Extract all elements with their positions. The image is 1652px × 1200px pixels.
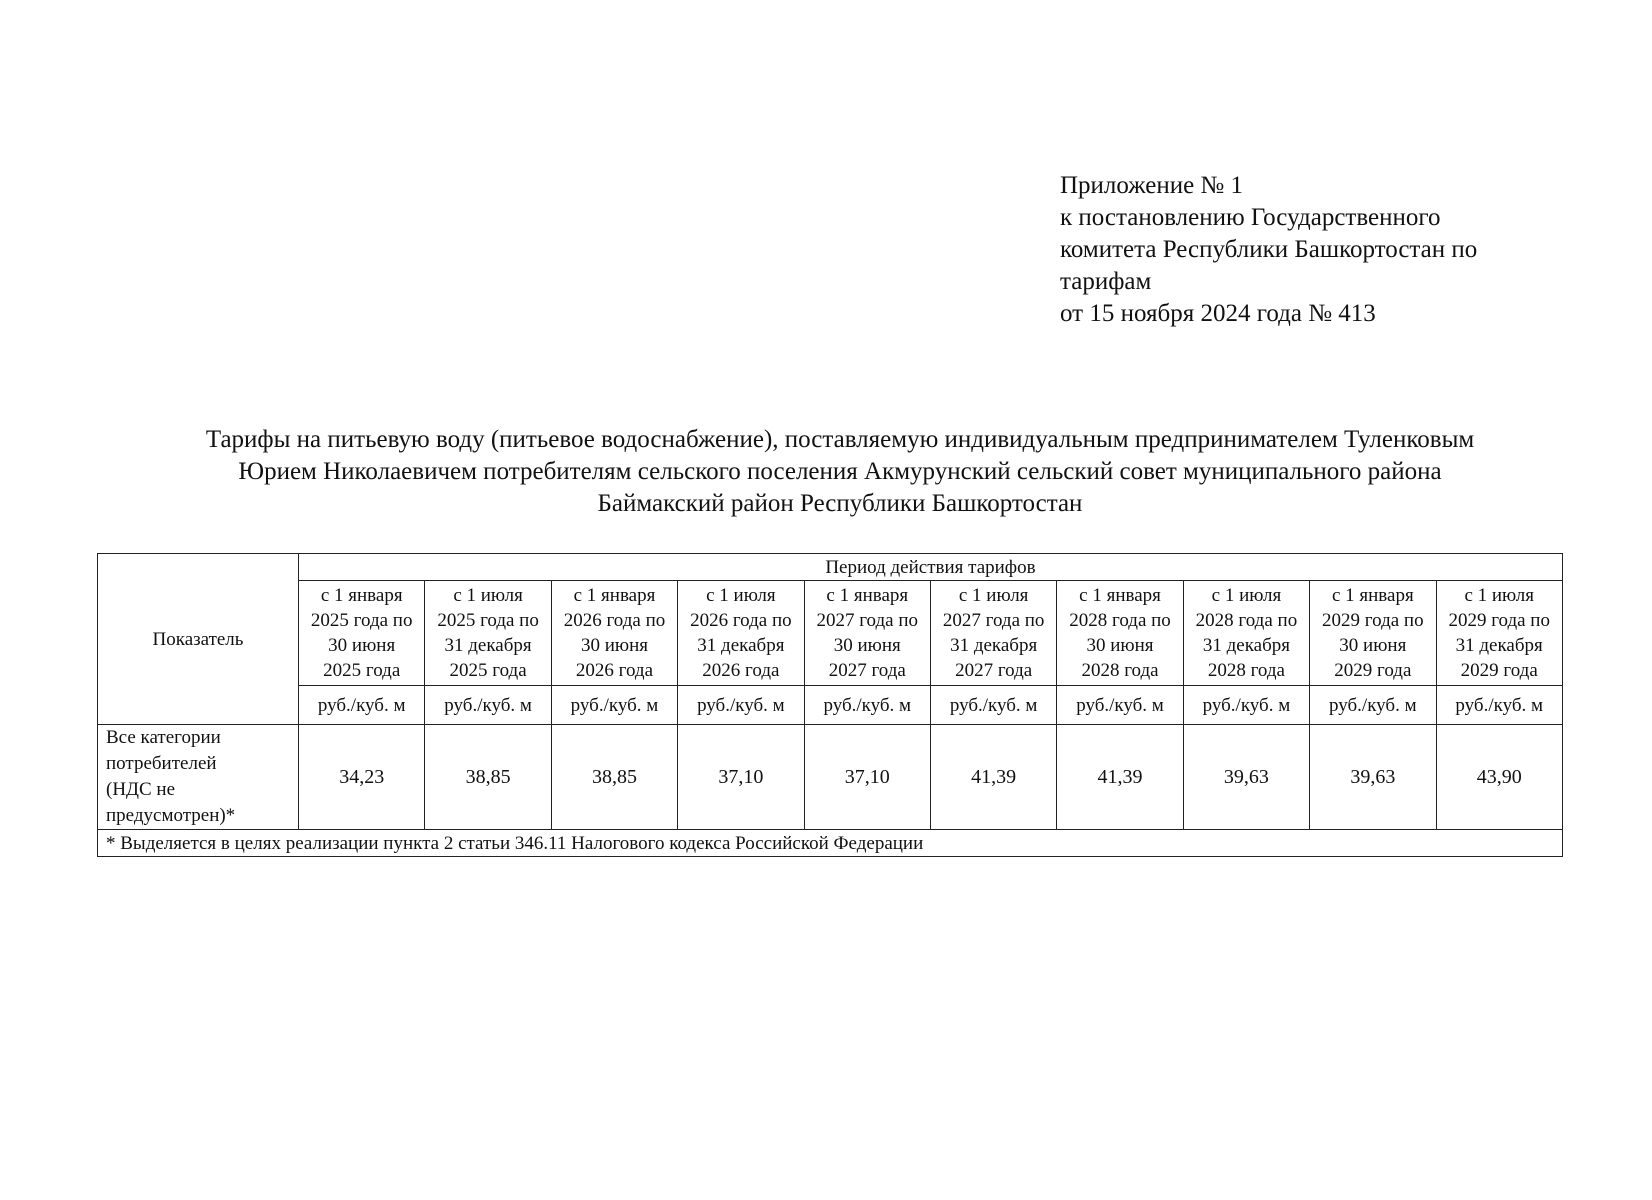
- appendix-header: [1060, 170, 1580, 330]
- tariff-value: 37,10: [678, 725, 804, 830]
- tariff-value: 41,39: [930, 725, 1056, 830]
- tariff-value: 39,63: [1183, 725, 1309, 830]
- tariff-value: 39,63: [1310, 725, 1436, 830]
- unit-cell: руб./куб. м: [425, 686, 551, 725]
- table-header-row: [98, 554, 1563, 581]
- unit-cell: руб./куб. м: [678, 686, 804, 725]
- unit-cell: руб./куб. м: [1057, 686, 1183, 725]
- unit-cell: руб./куб. м: [551, 686, 677, 725]
- tariff-value: 38,85: [425, 725, 551, 830]
- appendix-line: от 15 ноября 2024 года № 413: [1060, 300, 1376, 327]
- period-cell: с 1 января 2029 года по 30 июня 2029 года: [1310, 581, 1436, 686]
- indicator-header: Показатель: [98, 554, 299, 725]
- appendix-line: тарифам: [1060, 268, 1152, 295]
- period-cell: с 1 июля 2026 года по 31 декабря 2026 года: [678, 581, 804, 686]
- tariff-value: 37,10: [804, 725, 930, 830]
- period-cell: с 1 июля 2029 года по 31 декабря 2029 года: [1436, 581, 1562, 686]
- tariff-value: 34,23: [299, 725, 425, 830]
- period-cell: с 1 января 2025 года по 30 июня 2025 года: [299, 581, 425, 686]
- footnote-row: [98, 830, 1563, 857]
- unit-cell: руб./куб. м: [1436, 686, 1562, 725]
- periods-row: [98, 581, 1563, 686]
- tariff-table: [97, 553, 1563, 857]
- tariff-value: 38,85: [551, 725, 677, 830]
- unit-cell: руб./куб. м: [930, 686, 1056, 725]
- table-row: [98, 725, 1563, 830]
- period-cell: с 1 января 2028 года по 30 июня 2028 года: [1057, 581, 1183, 686]
- unit-cell: руб./куб. м: [1310, 686, 1436, 725]
- units-row: [98, 686, 1563, 725]
- category-cell: Все категории потребителей (НДС не предусмотрен)*: [98, 725, 299, 830]
- period-header: Период действия тарифов: [299, 554, 1563, 581]
- appendix-line: Приложение № 1: [1060, 172, 1244, 199]
- title-line: Тарифы на питьевую воду (питьевое водоснабжение), поставляемую индивидуальным предпринимателем Туленковым: [205, 426, 1475, 453]
- unit-cell: руб./куб. м: [1183, 686, 1309, 725]
- document-title: [100, 424, 1580, 520]
- unit-cell: руб./куб. м: [804, 686, 930, 725]
- tariff-value: 43,90: [1436, 725, 1562, 830]
- period-cell: с 1 января 2026 года по 30 июня 2026 года: [551, 581, 677, 686]
- title-line: Юрием Николаевичем потребителям сельского поселения Акмурунский сельский совет муниципального района: [238, 458, 1442, 485]
- period-cell: с 1 июля 2025 года по 31 декабря 2025 года: [425, 581, 551, 686]
- title-line: Баймакский район Республики Башкортостан: [597, 490, 1083, 517]
- tariff-value: 41,39: [1057, 725, 1183, 830]
- unit-cell: руб./куб. м: [299, 686, 425, 725]
- appendix-line: комитета Республики Башкортостан по: [1060, 236, 1478, 263]
- period-cell: с 1 июля 2028 года по 31 декабря 2028 года: [1183, 581, 1309, 686]
- period-cell: с 1 июля 2027 года по 31 декабря 2027 года: [930, 581, 1056, 686]
- appendix-line: к постановлению Государственного: [1060, 204, 1441, 231]
- period-cell: с 1 января 2027 года по 30 июня 2027 года: [804, 581, 930, 686]
- footnote: * Выделяется в целях реализации пункта 2 статьи 346.11 Налогового кодекса Российской Федерации: [98, 830, 1563, 857]
